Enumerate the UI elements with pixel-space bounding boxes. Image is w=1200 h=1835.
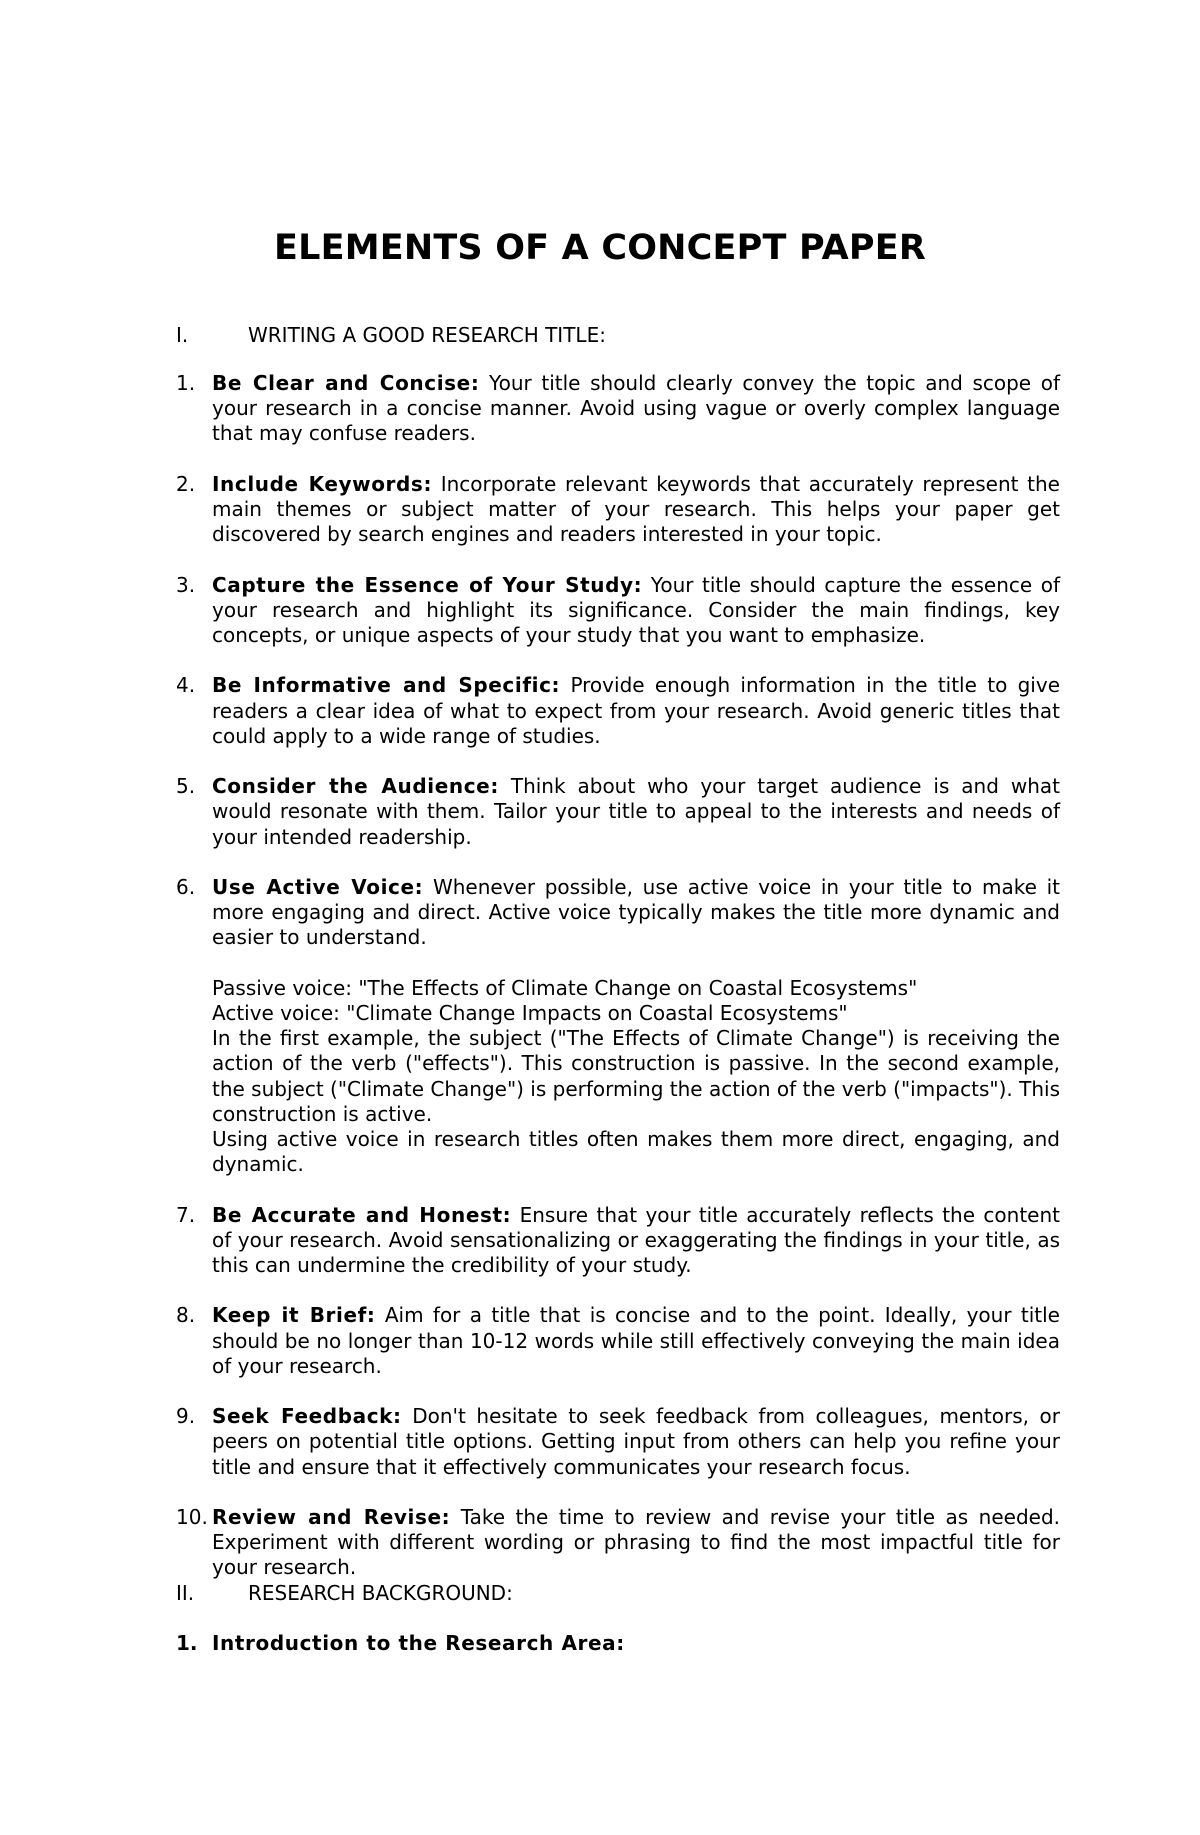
item-number: 9.	[176, 1404, 196, 1429]
item-number: 8.	[176, 1303, 196, 1328]
explanation-paragraph: Using active voice in research titles often makes them more direct, engaging, and dynamic.	[212, 1127, 1060, 1177]
item-term: Review and Revise:	[212, 1504, 451, 1529]
section-title: WRITING A GOOD RESEARCH TITLE:	[248, 323, 606, 347]
list-item	[176, 371, 1060, 447]
list-item	[176, 1631, 1060, 1656]
title-guidelines-list	[176, 371, 1060, 1656]
list-item	[176, 875, 1060, 951]
section-heading-1	[176, 323, 606, 348]
list-item	[176, 673, 1060, 749]
example-note: Active voice: "Climate Change Impacts on Coastal Ecosystems"	[212, 1000, 848, 1025]
document-title: ELEMENTS OF A CONCEPT PAPER	[273, 228, 926, 268]
list-item	[176, 1404, 1060, 1480]
item-number: 1.	[176, 371, 196, 395]
item-number: 1.	[176, 1630, 198, 1655]
section-title: RESEARCH BACKGROUND:	[248, 1580, 513, 1605]
list-item	[176, 1303, 1060, 1379]
item-number: 2.	[176, 471, 196, 496]
list-item	[176, 1505, 1060, 1581]
section-number: II.	[176, 1580, 195, 1605]
item-term: Keep it Brief:	[212, 1303, 376, 1328]
item-term: Capture the Essence of Your Study:	[212, 572, 643, 597]
section-number: I.	[176, 323, 189, 347]
item-term: Introduction to the Research Area:	[212, 1630, 625, 1655]
item-term: Include Keywords:	[212, 471, 433, 496]
item-text: Aim for a title that is concise and to the point. Ideally, your title should be no longer than 10-12 words while still effectively conveying the main idea of your research.	[212, 1303, 1060, 1378]
explanation-paragraph: In the first example, the subject ("The Effects of Climate Change") is receiving the action of the verb ("effects"). This construction is passive. In the second example, the subject ("Climate Change") is performing the action of the verb ("impacts"). This construction is active.	[212, 1026, 1060, 1126]
item-number: 6.	[176, 874, 196, 899]
item-term: Seek Feedback:	[212, 1404, 402, 1429]
item-text: Whenever possible, use active voice in your title to make it more engaging and direct. Active voice typically makes the title more dynamic and easier to understand.	[212, 874, 1060, 950]
example-note: Passive voice: "The Effects of Climate Change on Coastal Ecosystems"	[212, 975, 918, 1000]
item-term: Use Active Voice:	[212, 874, 424, 899]
item-text: Don't hesitate to seek feedback from colleagues, mentors, or peers on potential title options. Getting input from others can help you refine your title and ensure that it effectively communicates your research focus.	[212, 1404, 1060, 1479]
item-content	[212, 1203, 1060, 1279]
item-term: Be Clear and Concise:	[212, 371, 480, 395]
item-content	[212, 1505, 1060, 1581]
item-text: Your title should capture the essence of your research and highlight its significance. Consider the main findings, key concepts, or unique aspects of your study that you want to emphasize.	[212, 572, 1060, 647]
item-number: 7.	[176, 1202, 196, 1227]
item-content	[212, 1631, 1060, 1656]
item-number: 5.	[176, 774, 196, 799]
item-text: Provide enough information in the title to give readers a clear idea of what to expect from your research. Avoid generic titles that could apply to a wide range of studies.	[212, 673, 1060, 748]
item-content	[212, 472, 1060, 548]
list-item	[176, 1203, 1060, 1279]
item-term: Be Accurate and Honest:	[212, 1202, 512, 1227]
item-term: Be Informative and Specific:	[212, 673, 561, 698]
item-text: Take the time to review and revise your title as needed. Experiment with different wording or phrasing to find the most impactful title for your research.	[212, 1504, 1060, 1580]
list-item	[176, 774, 1060, 850]
item-content	[212, 673, 1060, 749]
item-content	[212, 875, 1060, 951]
list-item	[176, 573, 1060, 649]
item-content	[212, 1404, 1060, 1480]
item-content	[212, 1303, 1060, 1379]
item-text: Your title should clearly convey the topic and scope of your research in a concise manner. Avoid using vague or overly complex language that may confuse readers.	[212, 371, 1061, 446]
item-content	[212, 573, 1060, 649]
item-content	[212, 371, 1060, 447]
item-content	[212, 774, 1060, 850]
item-number: 3.	[176, 572, 196, 597]
section-heading-2	[176, 1581, 1060, 1606]
item-text: Ensure that your title accurately reflects the content of your research. Avoid sensationalizing or exaggerating the findings in your title, as this can undermine the credibility of your study.	[212, 1202, 1060, 1277]
item-number: 4.	[176, 673, 196, 698]
list-item	[176, 472, 1060, 548]
item-text: Think about who your target audience is and what would resonate with them. Tailor your title to appeal to the interests and needs of your intended readership.	[212, 774, 1060, 849]
item-text: Incorporate relevant keywords that accurately represent the main themes or subject matter of your research. This helps your paper get discovered by search engines and readers interested in your topic.	[212, 471, 1060, 547]
item-number: 10.	[176, 1504, 208, 1529]
item-term: Consider the Audience:	[212, 774, 499, 799]
